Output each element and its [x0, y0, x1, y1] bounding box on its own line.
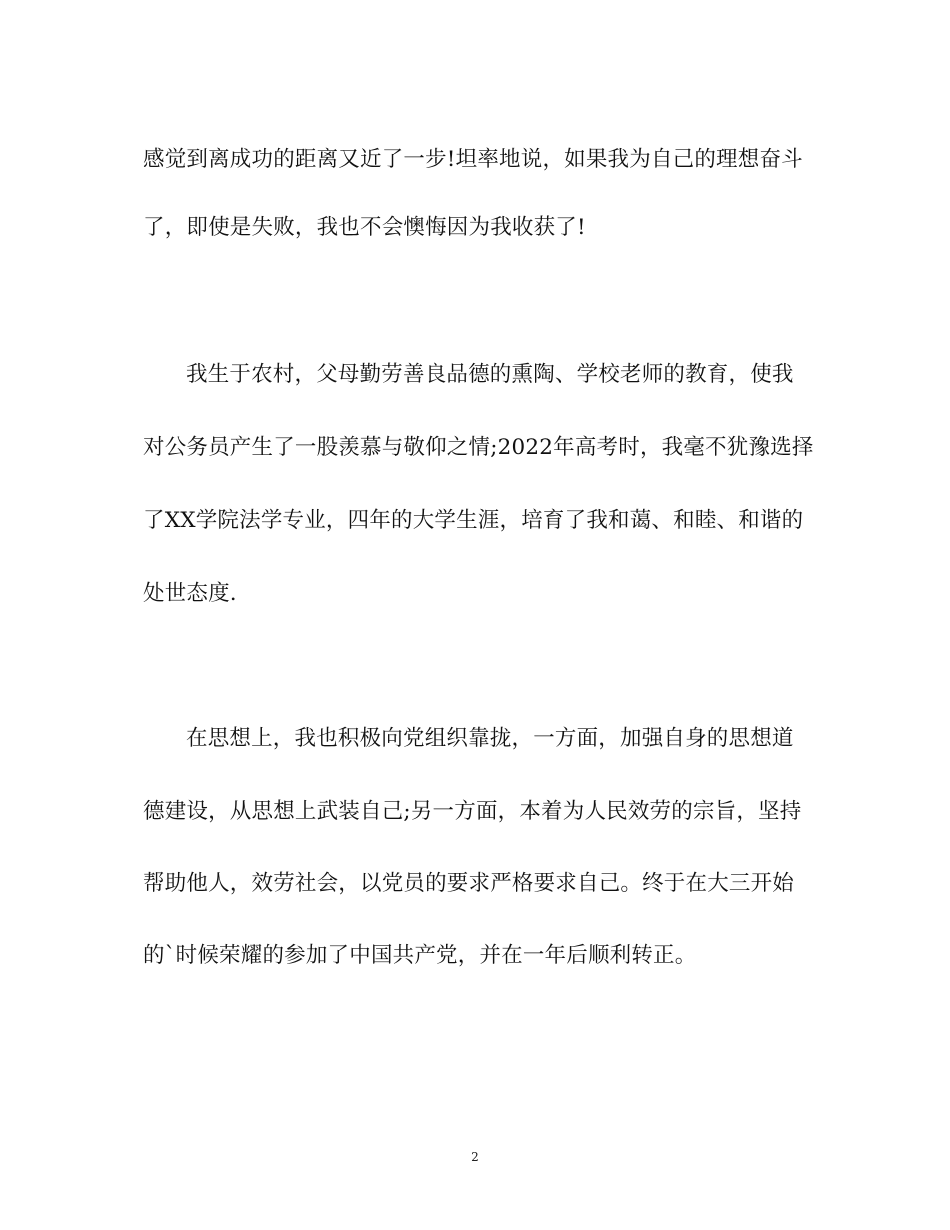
paragraph-3-line-1: 在思想上，我也积极向党组织靠拢，一方面，加强自身的思想道 [186, 726, 794, 751]
paragraph-1-line-1: 感觉到离成功的距离又近了一步!坦率地说，如果我为自己的理想奋斗 [143, 147, 803, 172]
paragraph-2-line-1: 我生于农村，父母勤劳善良品德的熏陶、学校老师的教育，使我 [186, 362, 794, 387]
paragraph-3-line-3: 帮助他人，效劳社会，以党员的要求严格要求自己。终于在大三开始 [143, 871, 795, 896]
paragraph-3-line-4: 的`时候荣耀的参加了中国共产党，并在一年后顺利转正。 [143, 943, 697, 968]
paragraph-3-line-2: 德建设，从思想上武装自己;另一方面，本着为人民效劳的宗旨，坚持 [143, 799, 802, 824]
paragraph-1-line-2: 了，即使是失败，我也不会懊悔因为我收获了! [143, 215, 586, 240]
paragraph-2-line-2: 对公务员产生了一股羡慕与敬仰之情;2022年高考时，我毫不犹豫选择 [143, 435, 814, 460]
page-number: 2 [471, 1150, 479, 1164]
paragraph-2-line-4: 处世态度. [143, 581, 237, 606]
paragraph-2-line-3: 了XX学院法学专业，四年的大学生涯，培育了我和蔼、和睦、和谐的 [143, 508, 804, 533]
